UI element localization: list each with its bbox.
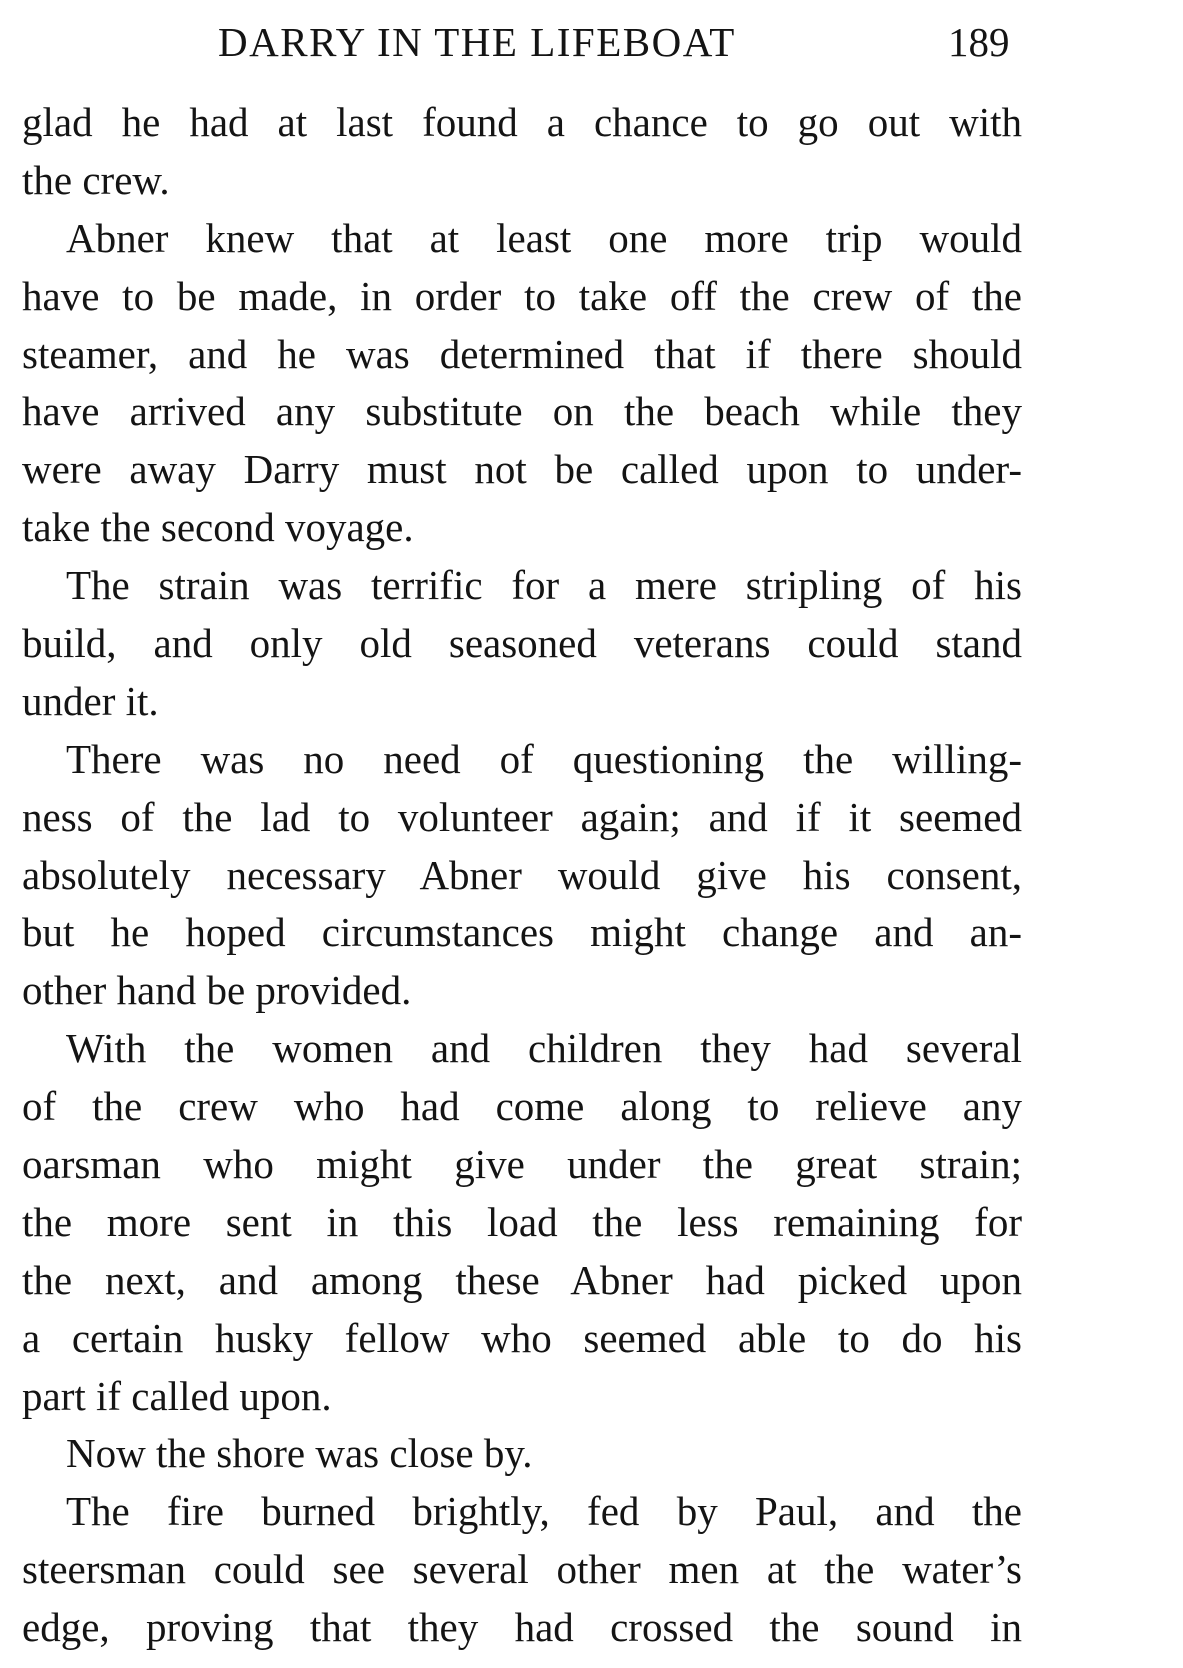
text-line: edge, proving that they had crossed the sound in — [22, 1604, 1022, 1651]
text-line: ness of the lad to volunteer again; and if it seemed — [22, 793, 1022, 840]
text-line: The fire burned brightly, fed by Paul, and the — [66, 1488, 1022, 1535]
text-line: under it. — [22, 677, 159, 724]
text-line: other hand be provided. — [22, 967, 412, 1014]
text-line: a certain husky fellow who seemed able to do his — [22, 1314, 1022, 1361]
text-line: take the second voyage. — [22, 504, 414, 551]
text-line: Abner knew that at least one more trip would — [66, 214, 1022, 261]
text-line: the more sent in this load the less remaining for — [22, 1198, 1022, 1245]
text-line: glad he had at last found a chance to go out with — [22, 99, 1022, 145]
text-line: were away Darry must not be called upon to under- — [22, 446, 1022, 493]
text-line: steersman could see several other men at the water’s — [22, 1546, 1022, 1593]
text-line: have arrived any substitute on the beach while they — [22, 388, 1022, 435]
text-line: oarsman who might give under the great strain; — [22, 1141, 1022, 1188]
text-line: There was no need of questioning the willing- — [66, 735, 1022, 782]
text-line: the crew. — [22, 156, 170, 203]
text-line: With the women and children they had several — [66, 1025, 1022, 1072]
text-line: have to be made, in order to take off the crew of the — [22, 272, 1022, 319]
text-line: Now the shore was close by. — [66, 1430, 533, 1477]
text-line: of the crew who had come along to relieve any — [22, 1083, 1022, 1130]
text-line: the next, and among these Abner had picked upon — [22, 1256, 1022, 1303]
text-line: build, and only old seasoned veterans could stand — [22, 620, 1022, 667]
running-title: DARRY IN THE LIFEBOAT — [218, 19, 736, 65]
text-line: The strain was terrific for a mere stripling of his — [66, 562, 1022, 609]
page-number: 189 — [948, 19, 1010, 65]
text-line: but he hoped circumstances might change and an- — [22, 909, 1022, 956]
text-line: absolutely necessary Abner would give his consent, — [22, 851, 1022, 898]
text-line: steamer, and he was determined that if there should — [22, 330, 1022, 377]
running-head — [0, 14, 1183, 70]
body-text — [22, 94, 1022, 1657]
text-line: part if called upon. — [22, 1372, 332, 1419]
